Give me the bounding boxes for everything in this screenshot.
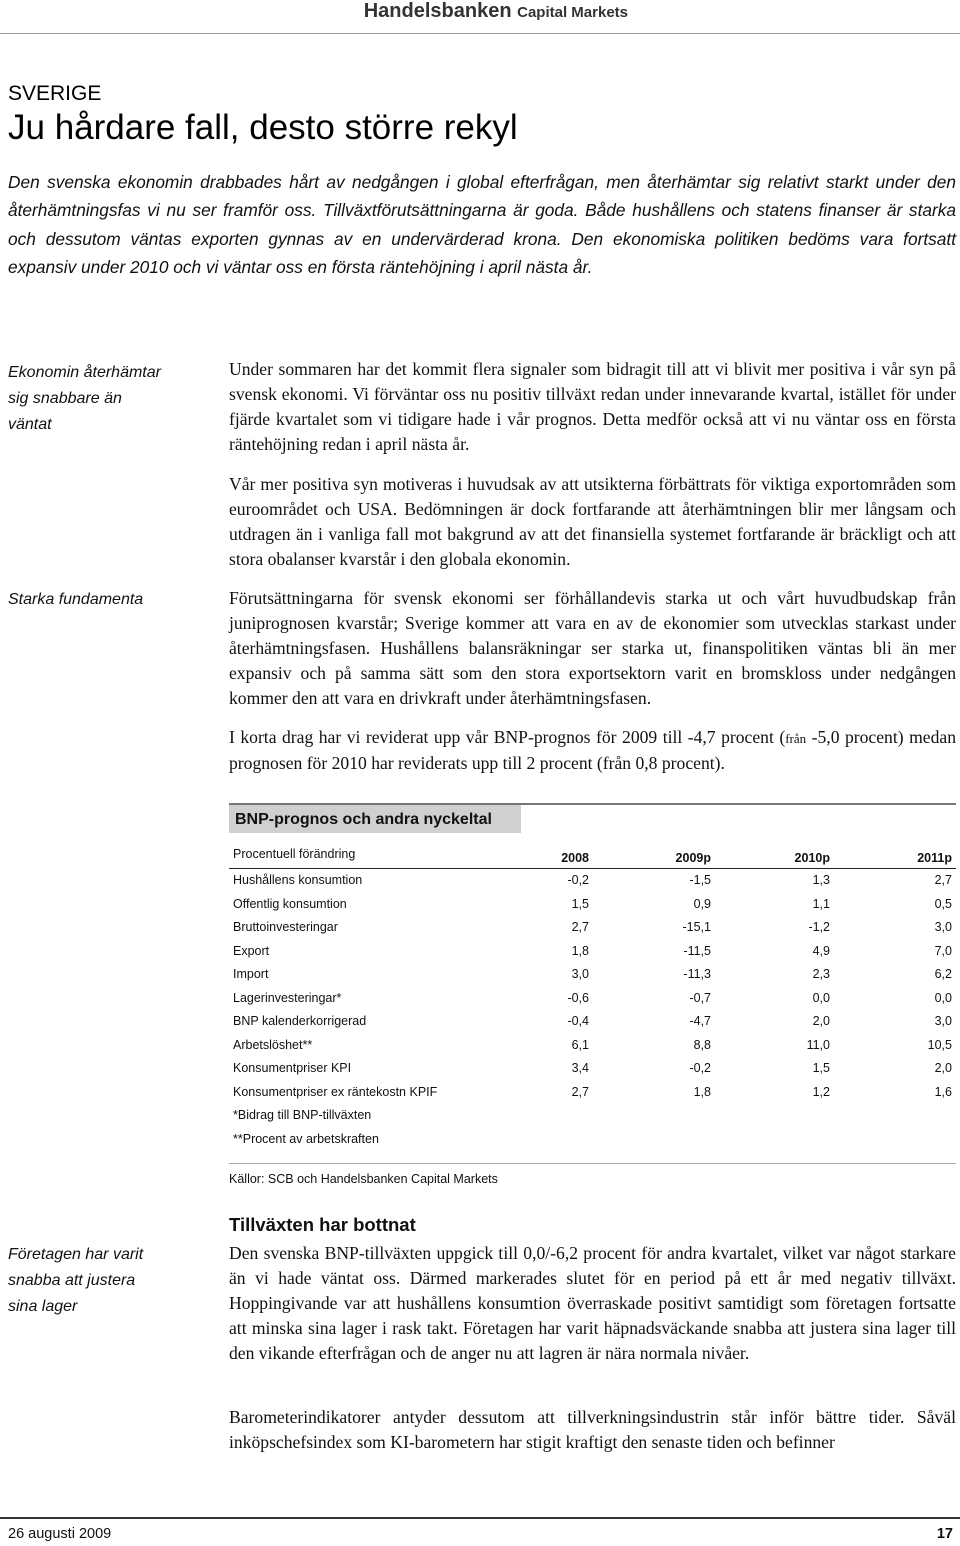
- cell-2010p: 11,0: [806, 1037, 830, 1052]
- body-paragraph-3: Förutsättningarna för svensk ekonomi ser förhållandevis starka ut och vårt huvudbudskap från juniprognosen kvarstår; Sverige kommer att vara en av de ekonomier som utvecklas starkast under återhämtningsfasen. Hushållens balansräkningar ser starka ut, finanspolitiken väntas bli än mer expansiv och på samma sätt som den stora exportsektorn varit en bromskloss under nedgången kommer den att vara en drivkraft under återhämtningsfasen.: [229, 588, 956, 708]
- row-label: BNP kalenderkorrigerad: [233, 1014, 367, 1028]
- table-year-2010p: 2010p: [794, 851, 830, 865]
- page-number: 17: [936, 1526, 953, 1542]
- cell-2010p: 2,0: [812, 1014, 830, 1028]
- cell-2010p: 2,3: [812, 967, 830, 981]
- cell-2011p: 0,5: [934, 896, 952, 911]
- brand-main: Handelsbanken: [363, 0, 512, 22]
- cell-2008: 1,8: [571, 943, 589, 958]
- table-year-2011p: 2011p: [917, 851, 952, 865]
- row-label: Offentlig konsumtion: [233, 896, 347, 911]
- cell-2009p: -11,5: [683, 943, 711, 958]
- table-row: [229, 1038, 956, 1058]
- ingress-paragraph: Den svenska ekonomin drabbades hårt av nedgången i global efterfrågan, men återhämtar sig relativt starkt under den återhämtningsfas vi nu ser framför oss. Tillväxtförutsättningarna är goda. Både hushållens och statens finanser är starka och dessutom väntas exporten gynnas av en undervärderad krona. Den ekonomiska politiken bedöms vara fortsatt expansiv under 2010 och vi väntar oss en första räntehöjning i april nästa år.: [8, 172, 956, 277]
- cell-2009p: -11,3: [683, 967, 711, 981]
- cell-2010p: 1,1: [812, 896, 830, 911]
- cell-2008: -0,6: [567, 990, 589, 1005]
- cell-2011p: 3,0: [934, 920, 952, 934]
- table-title: BNP-prognos och andra nyckeltal: [235, 811, 492, 828]
- cell-2009p: -15,1: [682, 920, 711, 934]
- cell-2009p: 1,8: [693, 1084, 711, 1099]
- row-label: Bruttoinvesteringar: [233, 920, 338, 934]
- p4-part-b: -5,0 procent) medan prognosen för 2010 har reviderats upp till 2 procent (från 0,8 procent).: [229, 727, 956, 773]
- brand-sub: Capital Markets: [517, 4, 628, 21]
- cell-2010p: 0,0: [812, 990, 830, 1005]
- margin-note-inventories: Företagen har varit snabba att justera sina lager: [8, 1246, 144, 1315]
- cell-2010p: 4,9: [812, 943, 830, 958]
- table-header-row: [229, 847, 956, 867]
- cell-2008: -0,4: [567, 1014, 589, 1028]
- row-label: Konsumentpriser ex räntekostn KPIF: [233, 1084, 438, 1099]
- table-row: [229, 1061, 956, 1081]
- body-paragraph-1: Under sommaren har det kommit flera signaler som bidragit till att vi blivit mer positiva i vår syn på svensk ekonomi. Vi förväntar oss nu positiv tillväxt redan under innevarande kvartal, istället för under fjärde kvartalet som vi tidigare hade i vår prognos. Detta medför också att vi nu väntar oss en första räntehöjning redan i april nästa år.: [229, 359, 956, 454]
- cell-2011p: 1,6: [934, 1084, 952, 1099]
- table-row: [229, 920, 956, 940]
- table-year-2009p: 2009p: [675, 851, 711, 865]
- footer-divider: [0, 1517, 960, 1519]
- margin-note-fundamentals: Starka fundamenta: [8, 591, 144, 608]
- body-paragraph-2: Vår mer positiva syn motiveras i huvudsak av att utsikterna förbättrats för viktiga exportområden som euroområdet och USA. Bedömningen är dock fortfarande att återhämtningen blir mer långsam och utdragen än i vanliga fall mot bakgrund av att det finansiella systemet fortfarande är bräckligt och att stora obalanser kvarstår i den globala ekonomin.: [229, 474, 956, 569]
- row-label: Lagerinvesteringar*: [233, 990, 342, 1005]
- brand-logo: [364, 0, 628, 23]
- subheading: Tillväxten har bottnat: [229, 1214, 416, 1235]
- cell-2011p: 2,7: [934, 873, 952, 887]
- cell-2009p: -0,7: [689, 990, 711, 1005]
- row-label: Import: [233, 967, 269, 981]
- cell-2008: -0,2: [567, 873, 589, 887]
- table-row: [229, 1085, 956, 1105]
- table-source: Källor: SCB och Handelsbanken Capital Markets: [229, 1172, 498, 1186]
- cell-2008: 6,1: [571, 1037, 589, 1052]
- page-header: [0, 0, 960, 34]
- cell-2011p: 2,0: [934, 1061, 952, 1075]
- row-label: Hushållens konsumtion: [233, 873, 363, 887]
- section-label: SVERIGE: [8, 82, 102, 105]
- cell-2011p: 10,5: [927, 1037, 952, 1052]
- table-row: [229, 873, 956, 893]
- table-row: [229, 1014, 956, 1034]
- margin-note-recovery: Ekonomin återhämtar sig snabbare än väntat: [8, 364, 161, 433]
- footer-date: 26 augusti 2009: [8, 1526, 112, 1542]
- table-header-rule: [229, 868, 956, 869]
- table-footnote-2: **Procent av arbetskraften: [233, 1131, 379, 1146]
- cell-2008: 2,7: [571, 1084, 589, 1099]
- cell-2011p: 3,0: [934, 1014, 952, 1028]
- cell-2010p: 1,5: [812, 1061, 830, 1075]
- body-paragraph-4: [229, 725, 956, 776]
- table-footnote-1: *Bidrag till BNP-tillväxten: [233, 1108, 372, 1122]
- cell-2009p: 8,8: [693, 1037, 711, 1052]
- header-divider: [0, 33, 960, 34]
- source-divider: [229, 1163, 956, 1164]
- cell-2011p: 7,0: [934, 943, 952, 958]
- cell-2009p: 0,9: [693, 896, 711, 911]
- row-label: Export: [233, 943, 270, 958]
- page-title: Ju hårdare fall, desto större rekyl: [8, 108, 518, 147]
- cell-2010p: -1,2: [808, 920, 830, 934]
- cell-2009p: -1,5: [689, 873, 711, 887]
- cell-2008: 1,5: [571, 896, 589, 911]
- table-year-2008: 2008: [561, 851, 589, 865]
- table-row: [229, 897, 956, 917]
- table-row: [229, 991, 956, 1011]
- cell-2011p: 6,2: [934, 967, 952, 981]
- table-header-label: Procentuell förändring: [233, 847, 356, 861]
- p4-small-word: från: [785, 731, 807, 746]
- table-row: [229, 967, 956, 987]
- table-row: [229, 944, 956, 964]
- cell-2008: 3,0: [571, 967, 589, 981]
- p4-part-a: I korta drag har vi reviderat upp vår BNP-prognos för 2009 till -4,7 procent (: [229, 727, 786, 747]
- row-label: Arbetslöshet**: [233, 1037, 313, 1052]
- cell-2009p: -0,2: [689, 1061, 711, 1075]
- body-paragraph-6: Barometerindikatorer antyder dessutom att tillverkningsindustrin står inför bättre tider. Såväl inköpschefsindex som KI-barometern har stigit kraftigt den senaste tiden och befinner: [229, 1407, 956, 1452]
- cell-2010p: 1,3: [812, 873, 830, 887]
- table-title-bar: [229, 803, 956, 833]
- body-paragraph-5: Den svenska BNP-tillväxten uppgick till 0,0/-6,2 procent för andra kvartalet, vilket var något starkare än vi hade väntat oss. Därmed markerades slutet för en period på ett år med negativ tillväxt. Hoppingivande var att hushållens konsumtion överraskade positivt samtidigt som företagen fortsatte att minska sina lager i rask takt. Företagen har varit häpnadsväckande snabba att justera sina lager till den vikande efterfrågan och de anger nu att lagren är nära normala nivåer.: [229, 1243, 956, 1363]
- cell-2008: 3,4: [571, 1061, 589, 1075]
- row-label: Konsumentpriser KPI: [233, 1061, 352, 1075]
- cell-2009p: -4,7: [689, 1014, 711, 1028]
- cell-2011p: 0,0: [934, 990, 952, 1005]
- cell-2008: 2,7: [571, 920, 589, 934]
- cell-2010p: 1,2: [812, 1084, 830, 1099]
